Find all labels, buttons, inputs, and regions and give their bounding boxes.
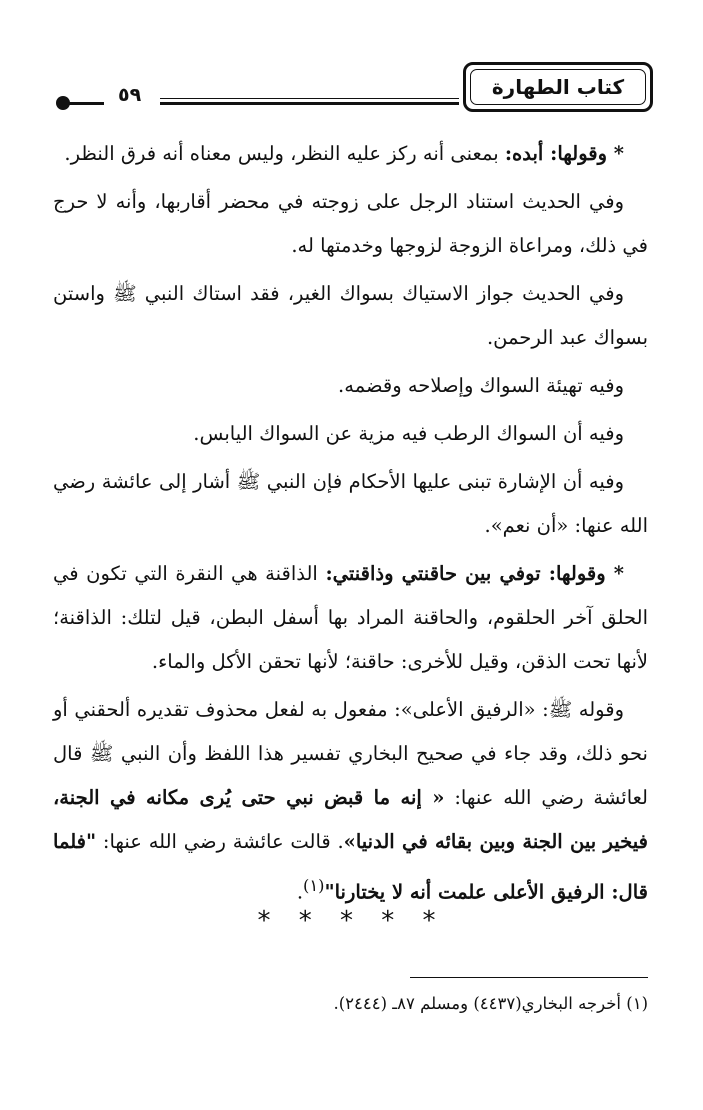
header-rule-thin: [160, 98, 459, 99]
paragraph-text: . قالت عائشة رضي الله عنها:: [96, 830, 344, 853]
paragraph-3: وفي الحديث جواز الاستياك بسواك الغير، فقد استاك النبي ﷺ واستن بسواك عبد الرحمن.: [53, 282, 648, 349]
paragraph-8: [53, 688, 648, 915]
paragraph-6: وفيه أن الإشارة تبنى عليها الأحكام فإن النبي ﷺ أشار إلى عائشة رضي الله عنها: «أن نعم».: [53, 470, 648, 537]
chapter-title: كتاب الطهارة: [491, 75, 625, 99]
footnote-ref[interactable]: (١): [303, 876, 325, 895]
header-dot-ornament: [56, 96, 70, 110]
hadith-quote: "فلما قال: الرفيق الأعلى علمت أنه لا يختارنا": [53, 830, 648, 904]
paragraph-text: الذاقنة هي النقرة التي تكون في الحلق آخر الحلقوم، والحاقنة المراد بها أسفل البطن، قيل لتلك: الذاقنة؛ لأنها تحت الذقن، وقيل للأخرى: حاقنة؛ لأنها تحقن الأكل والماء.: [53, 562, 648, 673]
paragraph-text: .: [296, 880, 304, 904]
paragraph-2: وفي الحديث استناد الرجل على زوجته في محضر أقاربها، وأنه لا حرج في ذلك، ومراعاة الزوجة لزوجها وخدمتها له.: [53, 190, 648, 257]
footnote: (١) أخرجه البخاري(٤٤٣٧) ومسلم ٨٧ـ (٢٤٤٤).: [333, 994, 648, 1013]
paragraph-1: [53, 132, 648, 176]
paragraph-text: بمعنى أنه ركز عليه النظر، وليس معناه أنه فرق النظر.: [64, 142, 505, 165]
paragraph-4: وفيه تهيئة السواك وإصلاحه وقضمه.: [338, 374, 624, 397]
header-rule-end: [64, 102, 104, 105]
paragraph-5: وفيه أن السواك الرطب فيه مزية عن السواك اليابس.: [193, 422, 624, 445]
footnote-rule: [410, 977, 648, 978]
hadith-quote: « إنه ما قبض نبي حتى يُرى مكانه في الجنة، فيخير بين الجنة وبين بقائه في الدنيا»: [53, 786, 648, 853]
section-separator: * * * * *: [257, 906, 446, 936]
paragraph-text: وقوله ﷺ: «الرفيق الأعلى»: مفعول به لفعل محذوف تقديره ألحقني أو نحو ذلك، وقد جاء في صحيح البخاري تفسير هذا اللفظ وأن النبي ﷺ قال لعائشة رضي الله عنها:: [53, 698, 648, 809]
paragraph-7: [53, 552, 648, 684]
page-header: [40, 56, 655, 126]
header-rule-thick: [160, 102, 459, 105]
chapter-title-frame: [463, 62, 653, 112]
lead-phrase: * وقولها: أبده:: [504, 142, 624, 165]
lead-phrase: * وقولها: توفي بين حاقنتي وذاقنتي:: [325, 562, 624, 585]
page-body: [53, 132, 648, 919]
page-number: ٥٩: [118, 84, 142, 106]
